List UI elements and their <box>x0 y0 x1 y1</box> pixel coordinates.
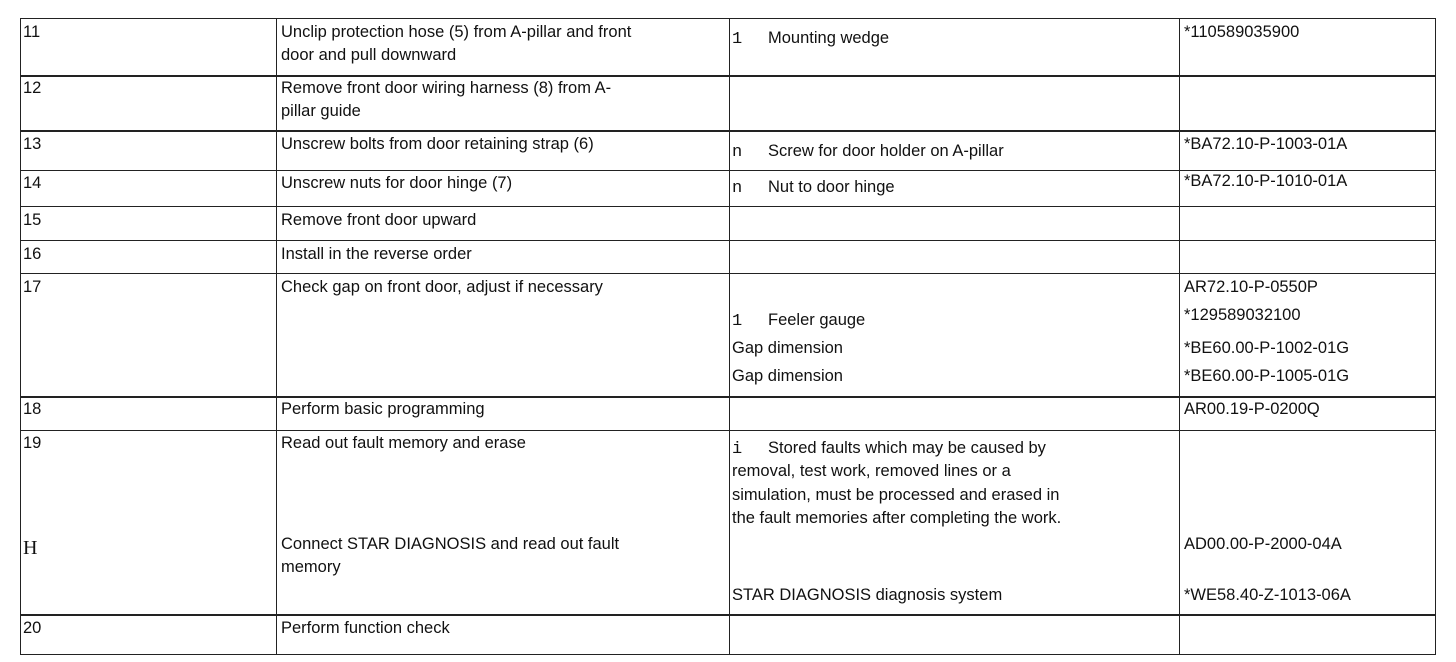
note-label: Screw for door holder on A-pillar <box>768 142 1004 160</box>
row-divider <box>21 240 1435 241</box>
reference-link[interactable]: AR00.19-P-0200Q <box>1184 400 1320 418</box>
note-text: Gap dimension <box>732 367 843 385</box>
column-divider <box>729 19 730 654</box>
note-label: Stored faults which may be caused by <box>768 439 1046 457</box>
step-text: Remove front door upward <box>281 211 477 229</box>
reference-link[interactable]: AR72.10-P-0550P <box>1184 278 1318 296</box>
step-text: Unscrew nuts for door hinge (7) <box>281 174 513 192</box>
step-text: door and pull downward <box>281 46 457 64</box>
column-divider <box>1179 19 1180 654</box>
reference-link[interactable]: *BE60.00-P-1002-01G <box>1184 339 1350 357</box>
step-text: Connect STAR DIAGNOSIS and read out fault <box>281 535 620 553</box>
step-number: 11 <box>23 23 41 41</box>
note-text: STAR DIAGNOSIS diagnosis system <box>732 586 1003 604</box>
reference-link[interactable]: *110589035900 <box>1184 23 1300 41</box>
step-number: 12 <box>23 79 42 97</box>
note-text <box>732 140 1004 164</box>
note-text <box>732 27 889 51</box>
step-text: Unscrew bolts from door retaining strap (6) <box>281 135 594 153</box>
step-text: Unclip protection hose (5) from A-pillar and front <box>281 23 632 41</box>
row-divider <box>21 614 1435 616</box>
procedure-table <box>20 18 1436 655</box>
step-number: 16 <box>23 245 42 263</box>
note-label: Mounting wedge <box>768 29 890 47</box>
reference-link[interactable]: *BA72.10-P-1003-01A <box>1184 135 1348 153</box>
note-text <box>732 176 895 200</box>
note-text <box>732 437 1046 461</box>
step-text: Read out fault memory and erase <box>281 434 526 452</box>
step-number: 15 <box>23 211 42 229</box>
step-number: 20 <box>23 619 42 637</box>
step-text: pillar guide <box>281 102 361 120</box>
reference-link[interactable]: AD00.00-P-2000-04A <box>1184 535 1342 553</box>
note-text <box>732 309 865 333</box>
hint-symbol: H <box>23 537 38 559</box>
reference-link[interactable]: *BE60.00-P-1005-01G <box>1184 367 1350 385</box>
step-text: Remove front door wiring harness (8) from A- <box>281 79 612 97</box>
step-text: Perform basic programming <box>281 400 485 418</box>
reference-link[interactable]: *129589032100 <box>1184 306 1301 324</box>
reference-link[interactable]: *WE58.40-Z-1013-06A <box>1184 586 1351 604</box>
step-number: 13 <box>23 135 42 153</box>
step-number: 14 <box>23 174 42 192</box>
row-divider <box>21 206 1435 207</box>
row-divider <box>21 75 1435 77</box>
step-number: 19 <box>23 434 42 452</box>
note-symbol: n <box>732 143 743 162</box>
step-text: Perform function check <box>281 619 450 637</box>
row-divider <box>21 130 1435 132</box>
row-divider <box>21 273 1435 274</box>
step-text: Install in the reverse order <box>281 245 472 263</box>
note-symbol: 1 <box>732 30 743 49</box>
column-divider <box>276 19 277 654</box>
note-symbol: 1 <box>732 312 743 331</box>
step-number: 17 <box>23 278 42 296</box>
row-divider <box>21 430 1435 431</box>
info-symbol: i <box>732 440 743 459</box>
note-label: Feeler gauge <box>768 311 866 329</box>
reference-link[interactable]: *BA72.10-P-1010-01A <box>1184 172 1348 190</box>
note-text: simulation, must be processed and erased in <box>732 486 1060 504</box>
step-text: Check gap on front door, adjust if necessary <box>281 278 603 296</box>
note-text: removal, test work, removed lines or a <box>732 462 1011 480</box>
note-text: Gap dimension <box>732 339 843 357</box>
step-text: memory <box>281 558 341 576</box>
note-text: the fault memories after completing the work. <box>732 509 1062 527</box>
note-symbol: n <box>732 179 743 198</box>
note-label: Nut to door hinge <box>768 178 895 196</box>
step-number: 18 <box>23 400 42 418</box>
